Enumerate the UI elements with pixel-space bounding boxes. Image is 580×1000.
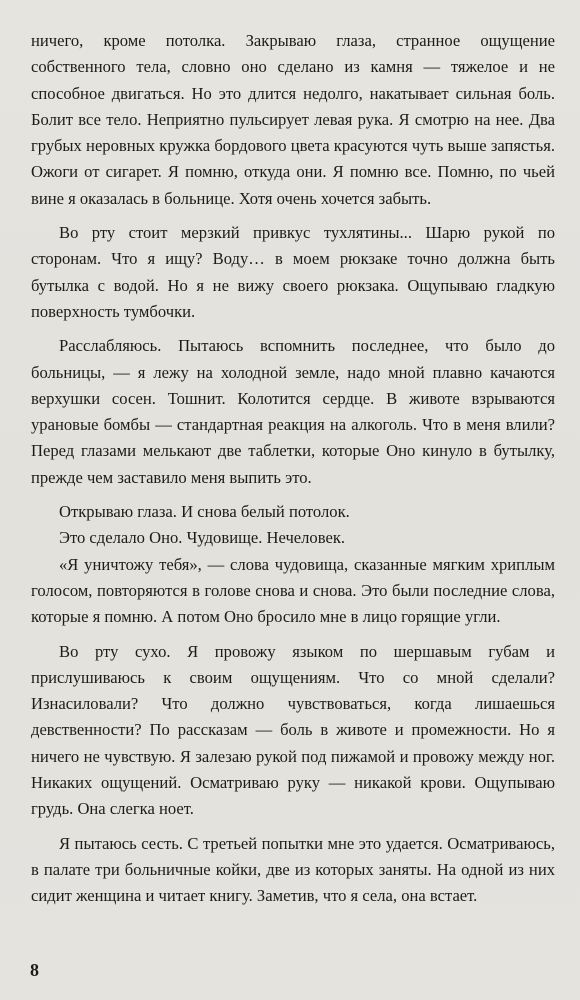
paragraph: Я пытаюсь сесть. С третьей попытки мне это удается. Осматриваюсь, в палате три больничные койки, две из которых заняты. На одной из них сидит женщина и читает книгу. Заметив, что я села, она встает. xyxy=(31,833,555,906)
paragraph: Открываю глаза. И снова белый потолок. xyxy=(59,502,350,522)
paragraph: Во рту стоит мерзкий привкус тухлятины... Шарю рукой по сторонам. Что я ищу? Воду… в моем рюкзаке точно должна быть бутылка с водой. Но я не вижу своего рюкзака. Ощупываю гладкую поверхность тумбочки. xyxy=(31,223,555,321)
body-text xyxy=(31,28,555,918)
paragraph: Это сделало Оно. Чудовище. Нечеловек. xyxy=(59,528,346,548)
page-number: 8 xyxy=(30,960,39,980)
paragraph: Расслабляюсь. Пытаюсь вспомнить последнее, что было до больницы, — я лежу на холодной земле, надо мной плавно качаются верхушки сосен. Тошнит. Колотится сердце. В животе взрываются урановые бомбы — стандартная реакция на алкоголь. Что в меня влили? Перед глазами мелькают две таблетки, которые Оно кинуло в бутылку, прежде чем заставило меня выпить это. xyxy=(31,336,555,487)
paragraph: Во рту сухо. Я провожу языком по шершавым губам и прислушиваюсь к своим ощущениям. Что со мной сделали? Изнасиловали? Что должно чувствоваться, когда лишаешься девственности? По рассказам — боль в животе и промежности. Но я ничего не чувствую. Я залезаю рукой под пижамой и провожу между ног. Никаких ощущений. Осматриваю руку — никакой крови. Ощупываю грудь. Она слегка ноет. xyxy=(31,641,555,819)
paragraph: «Я уничтожу тебя», — слова чудовища, сказанные мягким хриплым голосом, повторяются в голове снова и снова. Это были последние слова, которые я помню. А потом Оно бросило мне в лицо горящие угли. xyxy=(31,554,555,627)
paragraph: ничего, кроме потолка. Закрываю глаза, странное ощущение собственного тела, словно оно сделано из камня — тяжелое и не способное двигаться. Но это длится недолго, накатывает сильная боль. Болит все тело. Неприятно пульсирует левая рука. Я смотрю на нее. Два грубых неровных кружка бордового цвета красуются чуть выше запястья. Ожоги от сигарет. Я помню, откуда они. Я помню все. Помню, по чьей вине я оказалась в больнице. Хотя очень хочется забыть. xyxy=(31,31,555,208)
